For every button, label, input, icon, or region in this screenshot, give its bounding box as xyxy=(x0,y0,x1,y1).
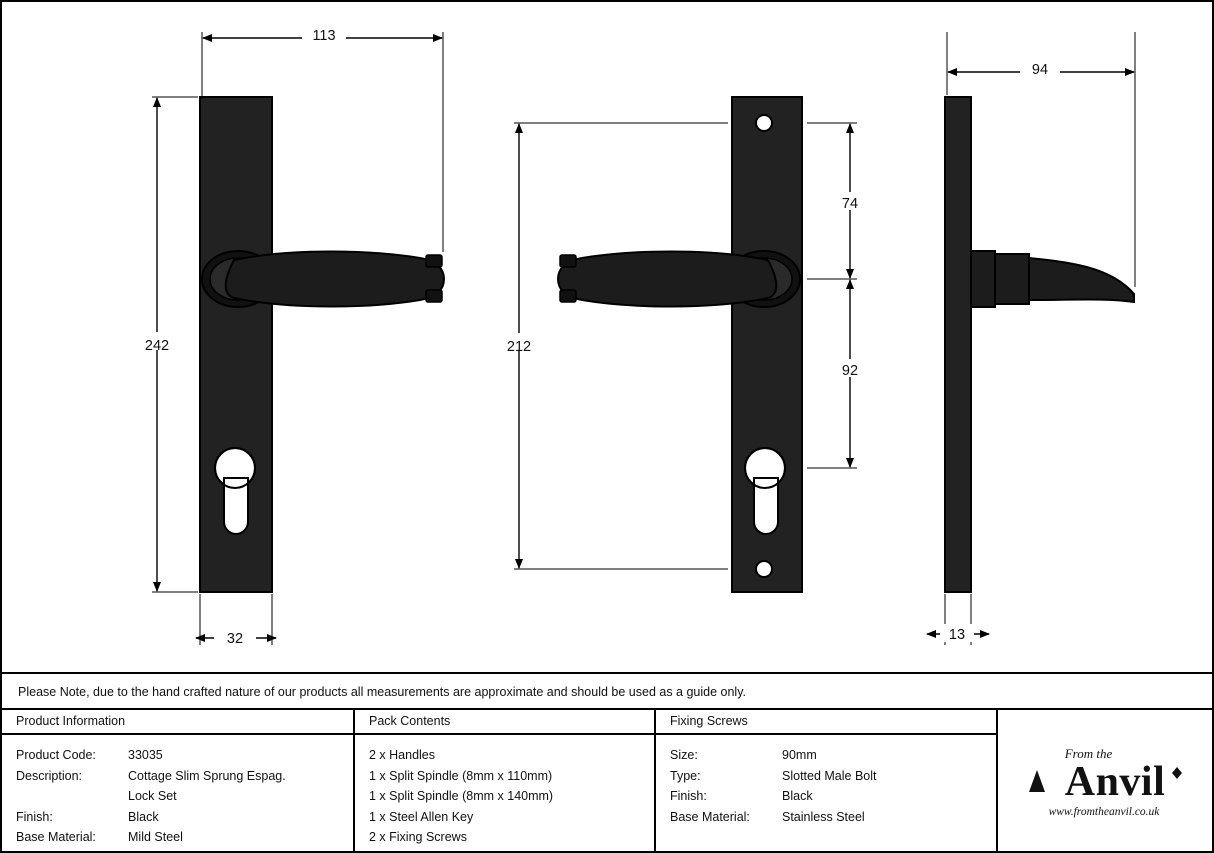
fixing-screws-body xyxy=(656,735,996,827)
front-view-handle xyxy=(200,97,444,592)
dim-rear-height xyxy=(497,123,728,569)
pack-contents-item: 1 x Split Spindle (8mm x 140mm) xyxy=(369,789,554,803)
screw-size-label: Size: xyxy=(670,748,698,762)
logo-brand-name: Anvil xyxy=(1064,758,1166,805)
product-info-row xyxy=(16,827,353,848)
pack-contents-item: 2 x Fixing Screws xyxy=(369,830,467,844)
product-information-column xyxy=(2,710,355,853)
anvil-icon xyxy=(1023,762,1063,802)
fixing-screws-heading: Fixing Screws xyxy=(656,710,996,735)
dim-front-width-label: 113 xyxy=(312,28,336,44)
brand-logo-column xyxy=(998,710,1210,853)
base-material-label: Base Material: xyxy=(16,830,96,844)
side-view-handle xyxy=(945,97,1134,592)
fixing-screws-row xyxy=(670,807,996,828)
pack-contents-item: 2 x Handles xyxy=(369,748,436,762)
base-material-value: Mild Steel xyxy=(128,830,183,844)
fixing-screws-row xyxy=(670,766,996,787)
dim-centre-to-top xyxy=(807,123,870,279)
diamond-icon xyxy=(1169,765,1185,781)
dim-front-depth-label: 32 xyxy=(226,631,244,647)
fixing-screws-row xyxy=(670,745,996,766)
screw-base-material-label: Base Material: xyxy=(670,809,750,824)
product-info-row xyxy=(16,766,353,787)
pack-contents-item: 1 x Split Spindle (8mm x 110mm) xyxy=(369,768,553,783)
dim-front-depth xyxy=(196,594,276,647)
pack-contents-column xyxy=(355,710,656,853)
pack-contents-heading: Pack Contents xyxy=(355,710,654,735)
measurement-note xyxy=(2,672,1214,710)
rear-view-handle xyxy=(558,97,802,592)
product-information-heading: Product Information xyxy=(2,710,353,735)
dim-centre-to-keyhole-label: 92 xyxy=(841,363,859,379)
product-code-label: Product Code: xyxy=(16,748,96,762)
screw-base-material-value: Stainless Steel xyxy=(782,809,865,824)
description-value-continued: Lock Set xyxy=(128,789,177,803)
screw-type-label: Type: xyxy=(670,768,701,783)
product-info-row xyxy=(16,786,353,807)
screw-size-value: 90mm xyxy=(782,748,817,762)
measurement-note-text: Please Note, due to the hand crafted nature of our products all measurements are approximate and should be used as a guide only. xyxy=(18,685,747,699)
information-table xyxy=(2,708,1212,853)
dim-side-length-label: 94 xyxy=(1031,62,1049,78)
brand-logo xyxy=(998,710,1210,853)
description-label: Description: xyxy=(16,768,82,783)
dim-rear-height-label: 212 xyxy=(506,339,532,355)
drawing-area xyxy=(2,2,1214,672)
screw-type-value: Slotted Male Bolt xyxy=(782,768,877,783)
product-information-body xyxy=(2,735,353,848)
dim-side-thickness-label: 13 xyxy=(948,627,966,643)
logo-website-url: www.fromtheanvil.co.uk xyxy=(1048,805,1160,818)
dim-front-height xyxy=(135,97,198,592)
dim-centre-to-top-label: 74 xyxy=(841,196,859,212)
dim-front-height-label: 242 xyxy=(144,338,170,354)
product-code-value: 33035 xyxy=(128,748,163,762)
logo-from-the-text: From the xyxy=(1064,745,1113,761)
product-info-row xyxy=(16,807,353,828)
screw-finish-value: Black xyxy=(782,789,813,803)
description-value: Cottage Slim Sprung Espag. xyxy=(128,768,286,783)
product-info-row xyxy=(16,745,353,766)
fixing-screws-column xyxy=(656,710,998,853)
finish-label: Finish: xyxy=(16,809,53,824)
pack-contents-item: 1 x Steel Allen Key xyxy=(369,809,474,824)
finish-value: Black xyxy=(128,809,159,824)
dim-side-length xyxy=(947,32,1135,287)
fixing-screws-row xyxy=(670,786,996,807)
dim-side-thickness xyxy=(927,594,989,645)
screw-finish-label: Finish: xyxy=(670,789,707,803)
dim-centre-to-keyhole xyxy=(807,280,870,468)
pack-contents-body xyxy=(355,735,654,848)
